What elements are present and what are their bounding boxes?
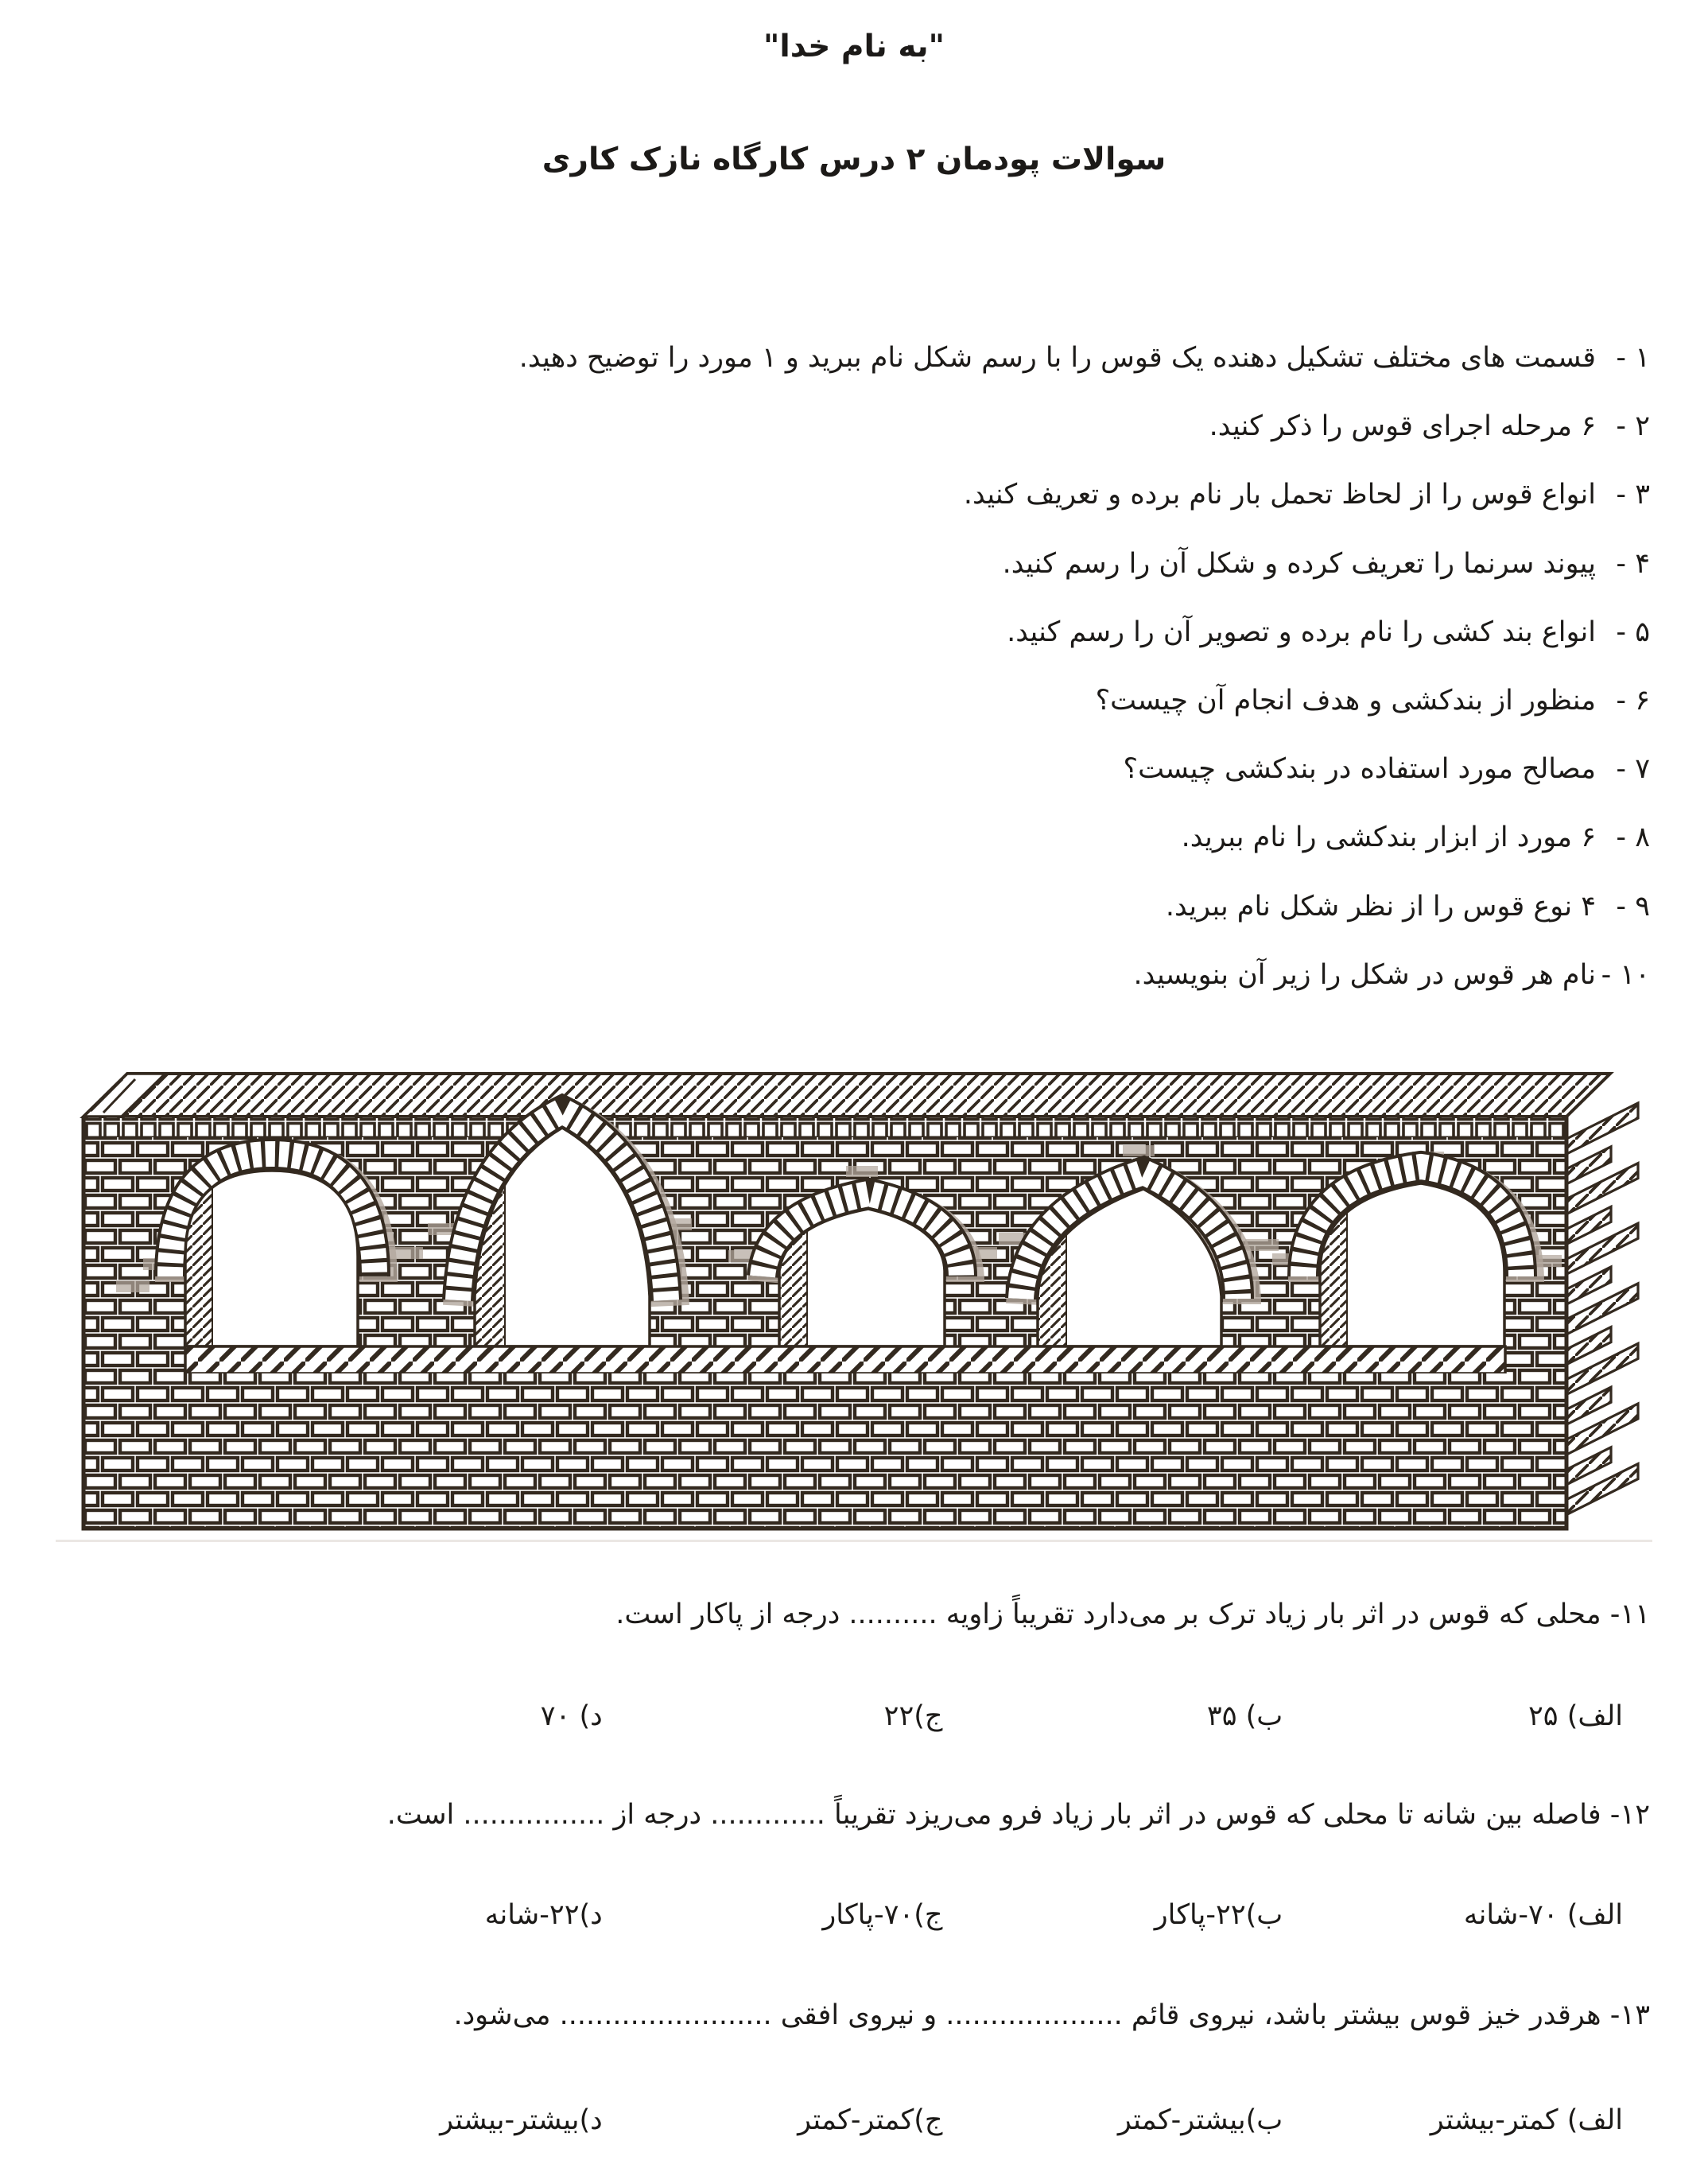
- question-text: نام هر قوس در شکل را زیر آن بنویسید.: [1133, 958, 1596, 991]
- choice-alef: الف) کمتر-بیشتر: [1430, 2104, 1623, 2136]
- choice-dal: د) ۷۰: [540, 1700, 603, 1732]
- wall-top-surface: [83, 1074, 1610, 1117]
- choice-jim: ج)۲۲: [883, 1700, 943, 1732]
- question-number: ۱۰ -: [1601, 958, 1650, 991]
- page-title: "به نام خدا": [763, 29, 945, 64]
- wall-toothed-edge: [1566, 1103, 1638, 1515]
- header-course: [83, 1117, 1566, 1137]
- page-subtitle: سوالات پودمان ۲ درس کارگاه نازک کاری: [542, 142, 1166, 177]
- question-text: انواع بند کشی را نام برده و تصویر آن را رسم کنید.: [1007, 616, 1596, 648]
- mcq-choices-12: [262, 1899, 1623, 1931]
- question-text: ۴ نوع قوس را از نظر شکل نام ببرید.: [1165, 890, 1596, 923]
- section-separator: [56, 1540, 1652, 1542]
- question-number: ۲ -: [1616, 410, 1650, 443]
- brick-wall-arches-figure: [48, 1018, 1662, 1543]
- question-text: پیوند سرنما را تعریف کرده و شکل آن را رسم کنید.: [1002, 547, 1596, 580]
- question-text: ۶ مرحله اجرای قوس را ذکر کنید.: [1209, 410, 1596, 443]
- question-text: مصالح مورد استفاده در بندکشی چیست؟: [1123, 753, 1596, 786]
- choice-alef: الف) ۲۵: [1527, 1700, 1623, 1732]
- choice-be: ب)۲۲-پاکار: [1154, 1899, 1283, 1931]
- question-row: [48, 685, 1650, 753]
- question-list: [48, 342, 1650, 1028]
- question-text: ۶ مورد از ابزار بندکشی را نام ببرید.: [1181, 822, 1596, 854]
- sill-band: [185, 1346, 1505, 1373]
- lower-field-bricks: [83, 1373, 1566, 1529]
- question-row: [48, 753, 1650, 822]
- question-row: [48, 959, 1650, 1028]
- question-text: قسمت های مختلف تشکیل دهنده یک قوس را با رسم شکل نام ببرید و ۱ مورد را توضیح دهید.: [518, 342, 1596, 374]
- brick-wall-arches-drawing: [48, 1018, 1662, 1543]
- question-number: ۴ -: [1616, 547, 1650, 580]
- question-text: منظور از بندکشی و هدف انجام آن چیست؟: [1095, 684, 1596, 717]
- choice-be: ب)بیشتر-کمتر: [1117, 2104, 1283, 2136]
- choice-be: ب) ۳۵: [1206, 1700, 1283, 1732]
- choice-dal: د)۲۲-شانه: [484, 1899, 603, 1931]
- mcq-choices-13: [262, 2104, 1623, 2136]
- choice-jim: ج)۷۰-پاکار: [822, 1899, 943, 1931]
- question-row: [48, 548, 1650, 616]
- mcq-question-11: ۱۱- محلی که قوس در اثر بار زیاد ترک بر می‌دارد تقریباً زاویه .......... درجه از پاکار است.: [615, 1599, 1650, 1630]
- question-row: [48, 342, 1650, 410]
- question-number: ۳ -: [1616, 479, 1650, 511]
- choice-alef: الف) ۷۰-شانه: [1463, 1899, 1623, 1931]
- mcq-choices-11: [262, 1700, 1623, 1732]
- question-number: ۱ -: [1616, 342, 1650, 374]
- question-row: [48, 479, 1650, 547]
- question-row: [48, 891, 1650, 959]
- question-row: [48, 616, 1650, 685]
- choice-dal: د)بیشتر-بیشتر: [440, 2104, 603, 2136]
- question-text: انواع قوس را از لحاظ تحمل بار نام برده و تعریف کنید.: [963, 479, 1596, 511]
- question-number: ۷ -: [1616, 753, 1650, 786]
- question-number: ۹ -: [1616, 890, 1650, 923]
- question-number: ۶ -: [1616, 684, 1650, 717]
- question-row: [48, 410, 1650, 479]
- choice-jim: ج)کمتر-کمتر: [798, 2104, 943, 2136]
- mcq-question-13: ۱۳- هرقدر خیز قوس بیشتر باشد، نیروی قائم .................... و نیروی افقی ........................ می‌شود.: [453, 1999, 1650, 2031]
- question-row: [48, 822, 1650, 890]
- mcq-question-12: ۱۲- فاصله بین شانه تا محلی که قوس در اثر بار زیاد فرو می‌ریزد تقریباً ............. درجه از ................ است.: [386, 1799, 1650, 1831]
- question-number: ۵ -: [1616, 616, 1650, 648]
- question-number: ۸ -: [1616, 822, 1650, 854]
